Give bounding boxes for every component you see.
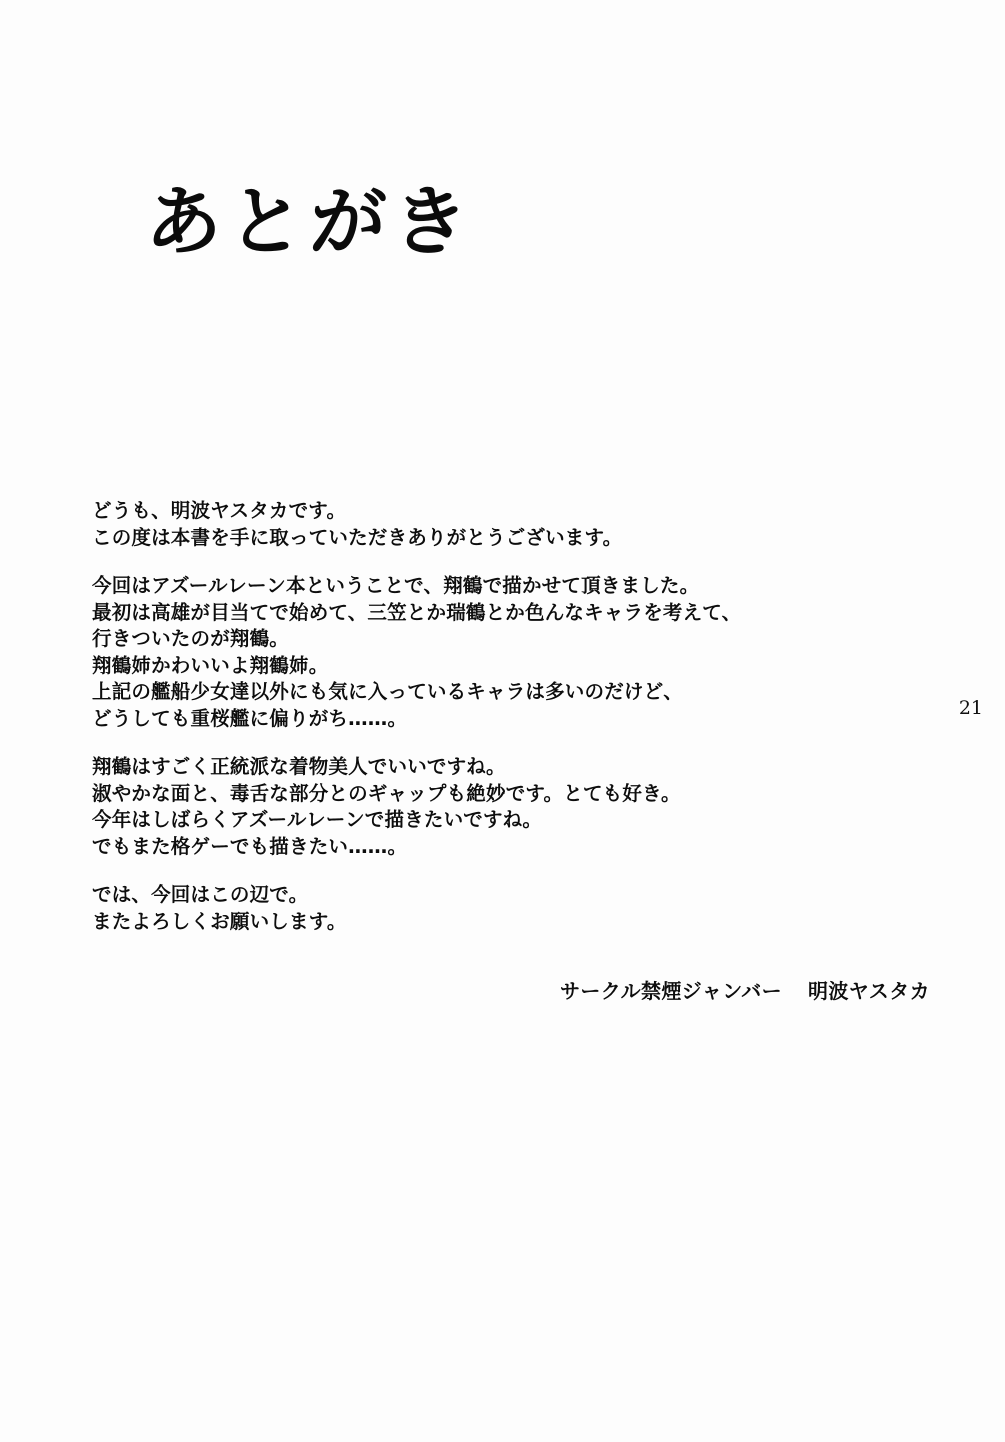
text-line: でもまた格ゲーでも描きたい……。 [92,834,408,858]
text-line: 最初は高雄が目当てで始めて、三笠とか瑞鶴とか色んなキャラを考えて、 [92,600,742,624]
text-line: どうも、明波ヤスタカです。 [92,499,347,522]
text-line: 行きついたのが翔鶴。 [92,627,290,650]
page-title: あとがき [143,177,477,266]
signature [92,975,930,1004]
text-line: 今年はしばらくアズールレーンで描きたいですね。 [92,808,543,831]
text-line: またよろしくお願いします。 [92,909,347,933]
text-line: 翔鶴姉かわいいよ翔鶴姉。 [92,653,329,677]
paragraph [92,573,892,732]
page-number: 21 [958,697,983,719]
text-line: 翔鶴はすごく正統派な着物美人でいいですね。 [92,755,506,778]
signature-circle: サークル禁煙ジャンバー [560,979,782,1003]
text-line: 今回はアズールレーン本ということで、翔鶴で描かせて頂きました。 [92,574,700,597]
paragraph [92,882,892,935]
text-line: どうしても重桜艦に偏りがち……。 [92,706,408,730]
paragraph [92,498,892,551]
paragraph [92,754,892,860]
text-line: 上記の艦船少女達以外にも気に入っているキャラは多いのだけど、 [92,680,684,703]
text-line: では、今回はこの辺で。 [92,883,309,906]
text-line: この度は本書を手に取っていただきありがとうございます。 [92,525,623,549]
signature-author: 明波ヤスタカ [808,979,930,1003]
text-line: 淑やかな面と、毒舌な部分とのギャップも絶妙です。とても好き。 [92,781,681,805]
afterword-body [92,498,892,935]
